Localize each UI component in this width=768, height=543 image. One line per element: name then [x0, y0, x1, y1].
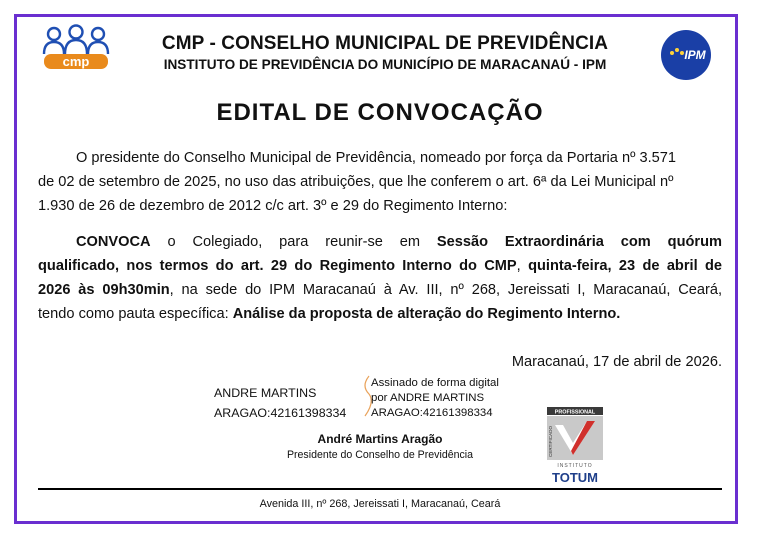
- meeting-time: 2026 às 09h30min: [38, 282, 170, 298]
- document-title: EDITAL DE CONVOCAÇÃO: [216, 99, 544, 126]
- document-date: Maracanaú, 17 de abril de 2026.: [511, 354, 722, 370]
- digital-signature-line: ARAGAO:42161398334: [371, 407, 493, 419]
- seal-top-text: PROFISSIONAL: [554, 409, 596, 416]
- convocation-text: o Colegiado, para reunir-se em: [150, 234, 437, 250]
- cmp-logo: [40, 24, 112, 72]
- digital-signature-note: [371, 376, 499, 421]
- convocation-line: [38, 230, 722, 254]
- signature-name-line: ANDRE MARTINS: [214, 386, 317, 400]
- signer-name: André Martins Aragão: [317, 432, 443, 446]
- certification-seal: [547, 407, 603, 485]
- session-type: Sessão Extraordinária com quórum: [436, 234, 722, 250]
- ipm-logo: [657, 29, 715, 81]
- seal-brand-text: TOTUM: [552, 470, 598, 485]
- footer-divider: [38, 488, 722, 490]
- agenda-label: tendo como pauta específica:: [38, 306, 233, 322]
- preamble-line: O presidente do Conselho Municipal de Previdência, nomeado por força da Portaria nº 3.571: [76, 150, 676, 166]
- convocation-paragraph: [38, 230, 722, 326]
- convocation-line: [38, 254, 722, 278]
- cmp-logo-text: cmp: [62, 54, 90, 69]
- meeting-location: , na sede do IPM Maracanaú à Av. III, nº 268, Jereissati I, Maracanaú, Ceará,: [169, 282, 722, 298]
- preamble-line: de 02 de setembro de 2025, no uso das atribuições, que lhe conferem o art. 6ª da Lei Municipal nº: [38, 174, 674, 190]
- seal-under-text: INSTITUTO: [557, 463, 593, 469]
- council-name: CMP - CONSELHO MUNICIPAL DE PREVIDÊNCIA: [161, 33, 609, 54]
- digital-signature-line: por ANDRE MARTINS: [371, 392, 485, 404]
- ipm-logo-text: IPM: [684, 48, 706, 62]
- convocation-line: [38, 278, 722, 302]
- convocation-line: [38, 302, 722, 326]
- meeting-date: quinta-feira, 23 de abril de: [528, 258, 722, 274]
- convoca-keyword: CONVOCA: [76, 234, 151, 250]
- signature-name-line: ARAGAO:42161398334: [214, 406, 347, 420]
- agenda-item: Análise da proposta de alteração do Regimento Interno.: [232, 306, 621, 322]
- footer-address: Avenida III, nº 268, Jereissati I, Maracanaú, Ceará: [259, 498, 501, 510]
- session-basis: qualificado, nos termos do art. 29 do Regimento Interno do CMP: [38, 258, 517, 274]
- signer-role: Presidente do Conselho de Previdência: [286, 449, 474, 461]
- signature-name-block: [214, 383, 346, 423]
- preamble-line: 1.930 de 26 de dezembro de 2012 c/c art. 3º e 29 do Regimento Interno:: [38, 198, 508, 214]
- digital-signature-line: Assinado de forma digital: [371, 377, 499, 389]
- separator: ,: [516, 258, 529, 274]
- preamble-paragraph: [38, 146, 722, 218]
- institute-name: INSTITUTO DE PREVIDÊNCIA DO MUNICÍPIO DE MARACANAÚ - IPM: [163, 57, 607, 72]
- seal-side-text: CERTIFICADO: [548, 425, 553, 457]
